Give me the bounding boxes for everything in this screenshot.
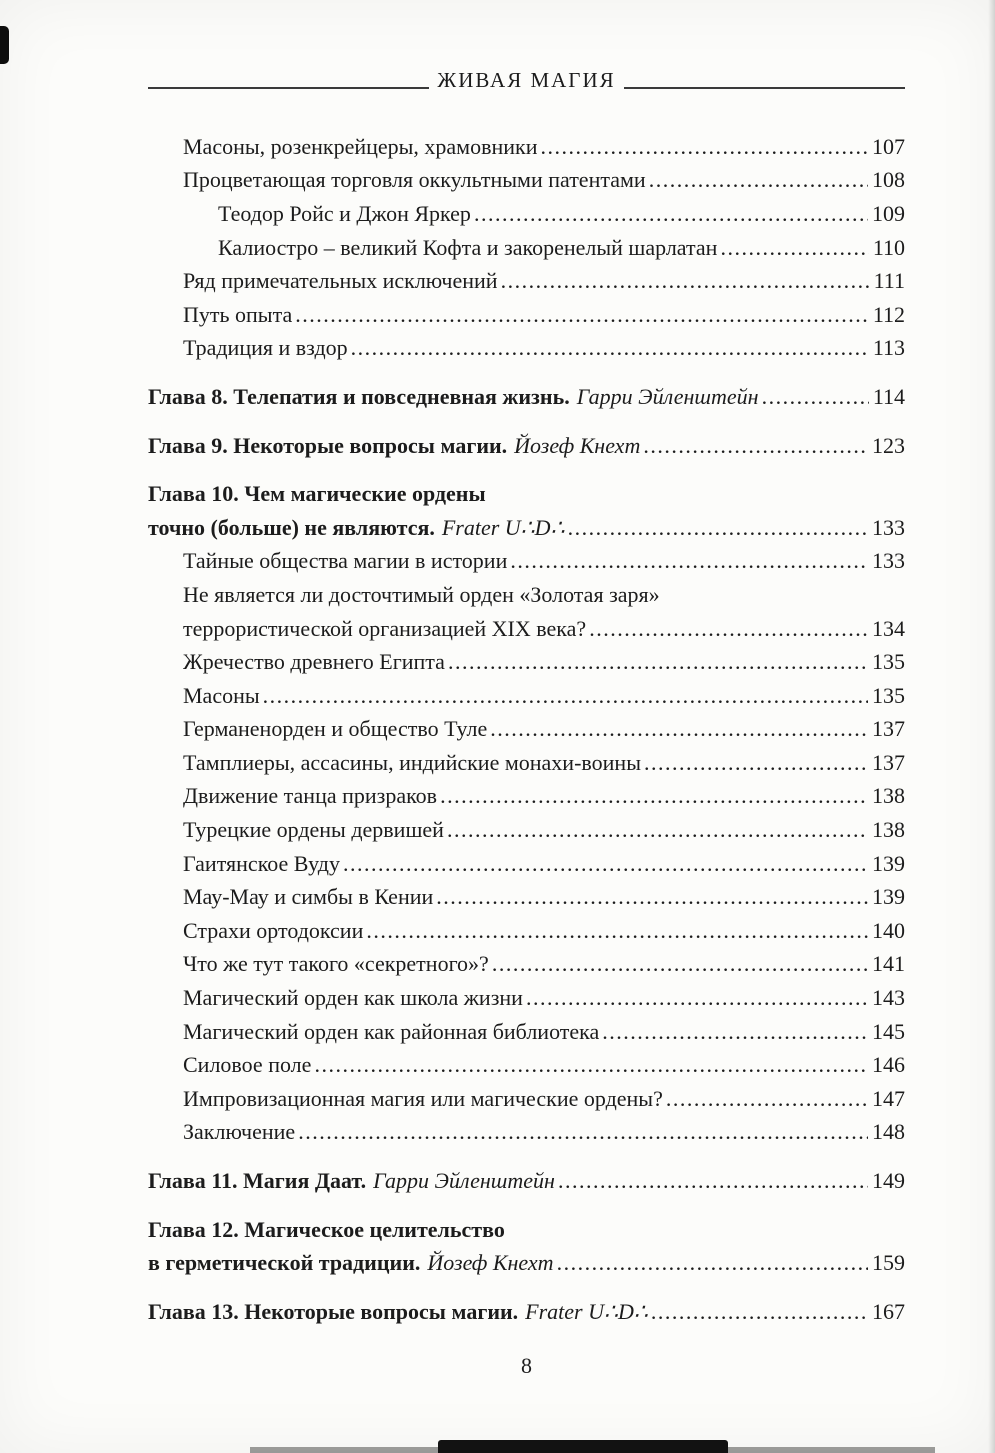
toc-entry-page: 147 <box>872 1085 905 1111</box>
scan-artifact-corner <box>0 26 9 64</box>
dot-leader <box>649 167 868 193</box>
toc-entry-page: 140 <box>872 917 905 943</box>
toc-entry-page: 109 <box>872 200 905 226</box>
toc-entry-page: 112 <box>872 301 905 327</box>
toc-entry-page: 149 <box>872 1168 905 1194</box>
toc-row <box>148 197 905 231</box>
toc-row-chapter-continued <box>148 511 905 545</box>
table-of-contents <box>148 130 905 1329</box>
toc-entry-text: Силовое поле <box>183 1052 312 1078</box>
toc-row-chapter <box>148 477 905 511</box>
toc-entry-text: Что же тут такого «секретного»? <box>183 951 489 977</box>
toc-row <box>148 298 905 332</box>
dot-leader <box>263 683 868 709</box>
dot-leader <box>501 268 870 294</box>
header-title: ЖИВАЯ МАГИЯ <box>437 68 616 92</box>
toc-entry-text: Процветающая торговля оккультными патентами <box>183 167 646 193</box>
dot-leader <box>447 817 868 843</box>
dot-leader <box>644 750 868 776</box>
toc-entry-text: Жречество древнего Египта <box>183 649 445 675</box>
toc-entry-text: Масоны, розенкрейцеры, храмовники <box>183 133 538 159</box>
toc-entry-text: Магический орден как районная библиотека <box>183 1018 600 1044</box>
toc-entry-page: 134 <box>872 615 905 641</box>
toc-entry-page: 107 <box>872 133 905 159</box>
toc-row <box>148 545 905 579</box>
toc-row <box>148 332 905 366</box>
toc-entry-author: Гарри Эйленштейн <box>576 383 759 409</box>
dot-leader <box>526 985 868 1011</box>
toc-row <box>148 578 905 612</box>
toc-row <box>148 679 905 713</box>
toc-row <box>148 780 905 814</box>
footer-page-number: 8 <box>521 1352 532 1378</box>
toc-entry-text: Глава 9. Некоторые вопросы магии. <box>148 432 508 458</box>
dot-leader <box>510 548 868 574</box>
dot-leader <box>589 616 868 642</box>
toc-entry-page: 159 <box>872 1250 905 1276</box>
toc-row <box>148 231 905 265</box>
dot-leader <box>557 1250 868 1276</box>
toc-entry-text: террористической организацией XIX века? <box>183 615 587 641</box>
dot-leader <box>343 851 868 877</box>
dot-leader <box>492 951 868 977</box>
toc-entry-text: Германенорден и общество Туле <box>183 716 488 742</box>
scan-artifact-right-edge <box>988 0 995 1453</box>
toc-entry-page: 137 <box>872 716 905 742</box>
dot-leader <box>720 235 868 261</box>
dot-leader <box>440 783 868 809</box>
toc-entry-author: Йозеф Кнехт <box>514 432 641 458</box>
dot-leader <box>643 433 868 459</box>
dot-leader <box>568 515 868 541</box>
toc-entry-page: 133 <box>872 548 905 574</box>
dot-leader <box>448 649 868 675</box>
toc-entry-text: Гаитянское Вуду <box>183 850 340 876</box>
toc-entry-text: Глава 12. Магическое целительство <box>148 1216 505 1242</box>
toc-entry-text: Движение танца призраков <box>183 783 438 809</box>
toc-entry-text: Тамплиеры, ассасины, индийские монахи-воины <box>183 749 641 775</box>
toc-entry-text: Турецкие ордены дервишей <box>183 817 444 843</box>
toc-entry-text: Тайные общества магии в истории <box>183 548 508 574</box>
toc-entry-text: Глава 8. Телепатия и повседневная жизнь. <box>148 383 570 409</box>
page-content <box>148 66 905 1379</box>
toc-row <box>148 1116 905 1150</box>
dot-leader <box>541 134 868 160</box>
toc-entry-page: 146 <box>872 1052 905 1078</box>
dot-leader <box>490 716 868 742</box>
toc-row <box>148 914 905 948</box>
toc-entry-page: 113 <box>872 335 905 361</box>
toc-entry-text: в герметической традиции. <box>148 1250 421 1276</box>
toc-row <box>148 948 905 982</box>
toc-row <box>148 813 905 847</box>
dot-leader <box>651 1299 868 1325</box>
toc-entry-page: 141 <box>872 951 905 977</box>
toc-entry-page: 108 <box>872 167 905 193</box>
toc-row <box>148 746 905 780</box>
toc-entry-author: Frater U∴D∴ <box>441 514 565 540</box>
toc-entry-page: 111 <box>873 268 905 294</box>
toc-row <box>148 164 905 198</box>
dot-leader <box>602 1019 868 1045</box>
toc-entry-page: 143 <box>872 985 905 1011</box>
toc-row <box>148 645 905 679</box>
dot-leader <box>366 918 868 944</box>
toc-row <box>148 1015 905 1049</box>
dot-leader <box>666 1086 868 1112</box>
toc-row <box>148 981 905 1015</box>
dot-leader <box>298 1119 868 1145</box>
dot-leader <box>762 384 869 410</box>
toc-entry-page: 139 <box>872 884 905 910</box>
toc-entry-page: 135 <box>872 649 905 675</box>
toc-entry-page: 133 <box>872 514 905 540</box>
toc-row <box>148 264 905 298</box>
toc-entry-text: Заключение <box>183 1119 296 1145</box>
toc-row-chapter <box>148 429 905 463</box>
toc-row <box>148 130 905 164</box>
dot-leader <box>558 1168 868 1194</box>
running-head <box>148 66 905 94</box>
toc-entry-page: 137 <box>872 749 905 775</box>
toc-entry-page: 138 <box>872 817 905 843</box>
toc-entry-text: точно (больше) не являются. <box>148 514 435 540</box>
toc-entry-page: 110 <box>872 234 905 260</box>
toc-entry-page: 123 <box>872 432 905 458</box>
dot-leader <box>314 1052 868 1078</box>
toc-row <box>148 847 905 881</box>
toc-entry-page: 145 <box>872 1018 905 1044</box>
toc-entry-text: Глава 13. Некоторые вопросы магии. <box>148 1298 519 1324</box>
toc-row <box>148 1048 905 1082</box>
header-rule-left <box>148 87 429 89</box>
toc-entry-text: Калиостро – великий Кофта и закоренелый шарлатан <box>218 234 718 260</box>
toc-row-chapter <box>148 1295 905 1329</box>
toc-entry-text: Традиция и вздор <box>183 335 348 361</box>
toc-entry-text: Мау-Мау и симбы в Кении <box>183 884 434 910</box>
toc-entry-page: 135 <box>872 682 905 708</box>
toc-entry-text: Импровизационная магия или магические ордены? <box>183 1085 663 1111</box>
toc-entry-text: Не является ли досточтимый орден «Золотая заря» <box>183 581 660 607</box>
toc-entry-text: Масоны <box>183 682 260 708</box>
toc-entry-page: 114 <box>872 383 905 409</box>
toc-entry-text: Глава 11. Магия Даат. <box>148 1168 367 1194</box>
toc-row-continued <box>148 612 905 646</box>
toc-entry-page: 167 <box>872 1298 905 1324</box>
toc-entry-text: Теодор Ройс и Джон Яркер <box>218 200 471 226</box>
toc-entry-text: Страхи ортодоксии <box>183 917 364 943</box>
toc-entry-author: Йозеф Кнехт <box>427 1250 554 1276</box>
dot-leader <box>474 201 868 227</box>
toc-row-chapter <box>148 1164 905 1198</box>
dot-leader <box>436 884 868 910</box>
toc-row <box>148 713 905 747</box>
scan-artifact-bottom-strip <box>438 1440 728 1453</box>
header-rule-right <box>624 87 905 89</box>
toc-entry-page: 148 <box>872 1119 905 1145</box>
toc-entry-text: Ряд примечательных исключений <box>183 268 498 294</box>
toc-entry-text: Путь опыта <box>183 301 293 327</box>
toc-row-chapter-continued <box>148 1246 905 1280</box>
toc-row-chapter <box>148 1213 905 1247</box>
toc-entry-text: Глава 10. Чем магические ордены <box>148 481 486 507</box>
dot-leader <box>351 335 869 361</box>
toc-row <box>148 880 905 914</box>
dot-leader <box>295 302 869 328</box>
toc-entry-page: 139 <box>872 850 905 876</box>
toc-entry-author: Frater U∴D∴ <box>525 1298 648 1324</box>
toc-row <box>148 1082 905 1116</box>
toc-entry-page: 138 <box>872 783 905 809</box>
toc-row-chapter <box>148 380 905 414</box>
toc-entry-text: Магический орден как школа жизни <box>183 985 523 1011</box>
toc-entry-author: Гарри Эйленштейн <box>373 1168 555 1194</box>
